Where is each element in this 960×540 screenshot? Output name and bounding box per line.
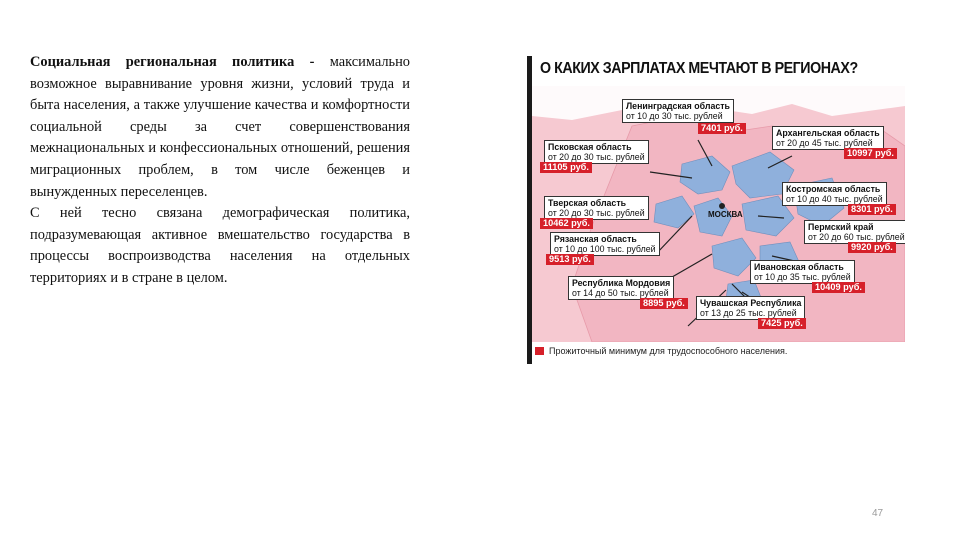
region-range: от 10 до 40 тыс. рублей	[786, 194, 883, 204]
russia-map	[532, 86, 905, 342]
region-box-leningrad	[622, 99, 734, 123]
region-range: от 20 до 45 тыс. рублей	[776, 138, 873, 148]
amount-badge-pskov: 11105 руб.	[540, 162, 592, 173]
region-box-arkhangelsk	[772, 126, 884, 150]
paragraph-definition	[30, 52, 410, 203]
amount-badge-perm: 9920 руб.	[848, 242, 896, 253]
body-text	[30, 52, 410, 290]
term-heading: Социальная региональная политика -	[30, 54, 315, 70]
region-range: от 20 до 60 тыс. рублей	[808, 232, 905, 242]
region-name: Ленинградская область	[626, 101, 730, 111]
amount-badge-kostroma: 8301 руб.	[848, 204, 896, 215]
region-name: Костромская область	[786, 184, 881, 194]
region-range: от 13 до 25 тыс. рублей	[700, 308, 797, 318]
region-name: Чувашская Республика	[700, 298, 802, 308]
region-box-mordovia	[568, 276, 674, 300]
region-box-perm	[804, 220, 905, 244]
paragraph-demography: С ней тесно связана демографическая политика, подразумевающая активное вмешательство государства в процессы воспроизводства населения на отдельных территориях и в стране в целом.	[30, 205, 410, 286]
legend-text: Прожиточный минимум для трудоспособного населения.	[549, 346, 788, 356]
amount-badge-tver: 10462 руб.	[540, 218, 593, 229]
region-name: Ивановская область	[754, 262, 844, 272]
amount-badge-arkhangelsk: 10997 руб.	[844, 148, 897, 159]
region-box-ryazan	[550, 232, 660, 256]
amount-badge-leningrad: 7401 руб.	[698, 123, 746, 134]
map-legend	[535, 346, 787, 356]
region-box-pskov	[544, 140, 649, 164]
region-box-ivanovo	[750, 260, 855, 284]
region-range: от 10 до 100 тыс. рублей	[554, 244, 656, 254]
amount-badge-ryazan: 9513 руб.	[546, 254, 594, 265]
figure-title: О КАКИХ ЗАРПЛАТАХ МЕЧТАЮТ В РЕГИОНАХ?	[540, 60, 858, 77]
region-box-chuvashia	[696, 296, 805, 320]
page-number: 47	[872, 508, 884, 519]
amount-badge-ivanovo: 10409 руб.	[812, 282, 865, 293]
region-name: Рязанская область	[554, 234, 637, 244]
region-box-kostroma	[782, 182, 887, 206]
region-range: от 20 до 30 тыс. рублей	[548, 152, 645, 162]
region-name: Псковская область	[548, 142, 632, 152]
definition-text: максимально возможное выравнивание уровня жизни, условий труда и быта населения, а также улучшение качества и комфортности социальной среды за счет совершенствования межнациональных и конфессиональных отношений, решения миграционных проблем, в том числе беженцев и вынужденных переселенцев.	[30, 54, 410, 200]
region-box-tver	[544, 196, 649, 220]
salary-map-figure	[527, 56, 905, 364]
moscow-label: МОСКВА	[708, 210, 743, 219]
region-name: Тверская область	[548, 198, 627, 208]
amount-badge-mordovia: 8895 руб.	[640, 298, 688, 309]
legend-swatch	[535, 347, 544, 355]
region-range: от 10 до 30 тыс. рублей	[626, 111, 723, 121]
region-range: от 20 до 30 тыс. рублей	[548, 208, 645, 218]
region-name: Архангельская область	[776, 128, 880, 138]
amount-badge-chuvashia: 7425 руб.	[758, 318, 806, 329]
region-range: от 14 до 50 тыс. рублей	[572, 288, 669, 298]
region-range: от 10 до 35 тыс. рублей	[754, 272, 851, 282]
region-name: Республика Мордовия	[572, 278, 671, 288]
region-name: Пермский край	[808, 222, 874, 232]
